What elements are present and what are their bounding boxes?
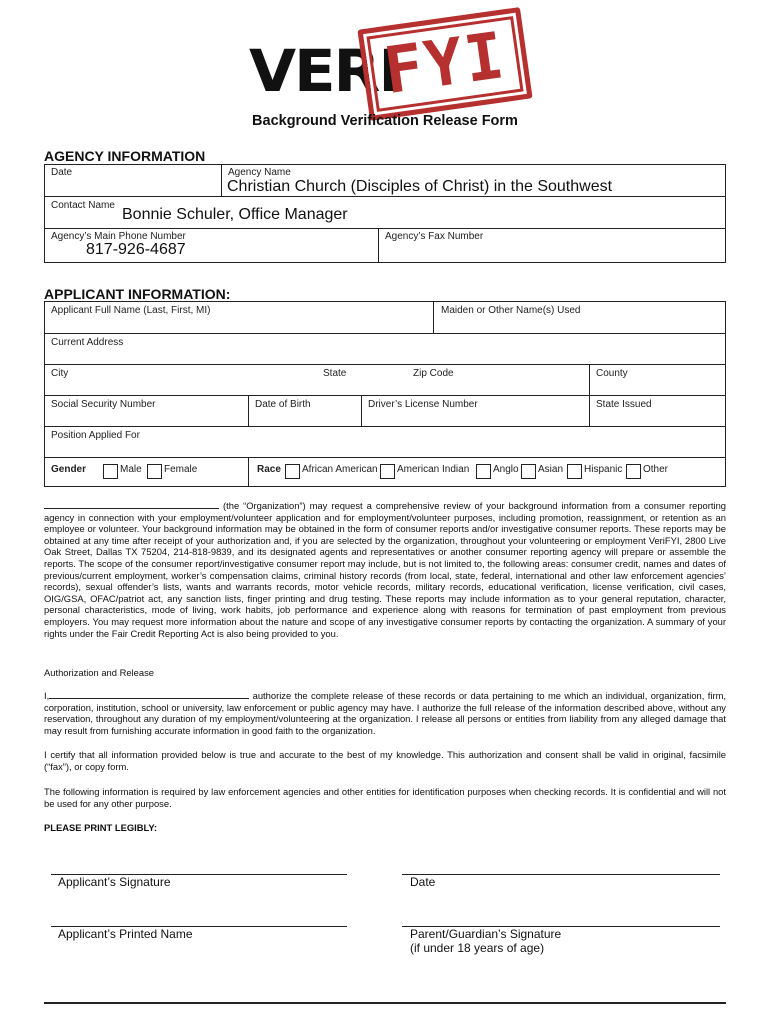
phone-label: Agency’s Main Phone Number	[51, 231, 186, 242]
contact-name-value: Bonnie Schuler, Office Manager	[122, 206, 348, 223]
gender-label: Gender	[51, 464, 87, 475]
full-name-field[interactable]	[45, 302, 433, 333]
full-name-label: Applicant Full Name (Last, First, MI)	[51, 305, 211, 316]
authorization-heading: Authorization and Release	[44, 667, 154, 678]
race-asian-checkbox[interactable]	[521, 464, 536, 479]
applicant-name-blank[interactable]	[49, 698, 249, 699]
date-label: Date	[51, 167, 73, 178]
agency-name-label: Agency Name	[228, 167, 291, 178]
agency-row-1	[45, 165, 725, 197]
applicant-grid	[44, 301, 726, 487]
guardian-signature-text: Parent/Guardian’s Signature	[410, 927, 562, 941]
zip-code-label: Zip Code	[413, 368, 454, 379]
organization-name-blank[interactable]	[44, 508, 219, 509]
applicant-section-heading: APPLICANT INFORMATION:	[44, 286, 231, 302]
fax-field[interactable]	[378, 229, 725, 262]
agency-name-field[interactable]	[221, 165, 725, 196]
applicant-signature-label: Applicant’s Signature	[58, 875, 171, 889]
maiden-name-label: Maiden or Other Name(s) Used	[441, 305, 581, 316]
race-other-checkbox[interactable]	[626, 464, 641, 479]
race-hispanic-label: Hispanic	[584, 464, 623, 475]
guardian-signature-label	[410, 927, 561, 955]
phone-value: 817-926-4687	[86, 241, 186, 258]
date-signature-line[interactable]	[402, 874, 720, 875]
fax-label: Agency’s Fax Number	[385, 231, 484, 242]
gender-male-label: Male	[120, 464, 142, 475]
consent-paragraph	[44, 500, 726, 639]
logo-veri-text: VERI	[249, 37, 399, 105]
race-field	[248, 458, 725, 486]
county-label: County	[596, 368, 628, 379]
gender-field	[45, 458, 248, 486]
bottom-divider	[44, 1002, 726, 1004]
printed-name-label: Applicant’s Printed Name	[58, 927, 193, 941]
agency-name-value: Christian Church (Disciples of Christ) in the Southwest	[227, 178, 613, 195]
agency-grid	[44, 164, 726, 263]
ssn-label: Social Security Number	[51, 399, 156, 410]
phone-field[interactable]	[45, 229, 378, 262]
agency-section-heading: AGENCY INFORMATION	[44, 148, 206, 164]
dob-field[interactable]	[248, 396, 361, 426]
print-legibly-note: PLEASE PRINT LEGIBLY:	[44, 822, 158, 833]
state-label: State	[323, 368, 347, 379]
city-label: City	[51, 368, 69, 379]
city-state-zip-field[interactable]	[45, 365, 589, 395]
gender-female-label: Female	[164, 464, 198, 475]
applicant-row-6	[45, 458, 725, 486]
position-applied-label: Position Applied For	[51, 430, 140, 441]
consent-paragraph-text: (the “Organization”) may request a comprehensive review of your background information from a consumer reporting agency in connection with your employment/volunteer application and for employment/volunteer purposes, including promotion, reassignment, or retention as an employee or volunteer. Your background information may be obtained in the form of consumer reports and/or investigative consumer reports. These reports may be obtained at any time after receipt of your authorization and, if you are selected by the organization, throughout your volunteering or employment VeriFYI, 2800 Live Oak Street, Dallas TX 75204, 214-818-9839, and its designated agents and representatives or another consumer reporting agency will prepare or assemble the reports. The scope of the consumer report/investigative consumer report may include, but is not limited to, the following areas: consumer credit, names and dates of previous/current employment, worker’s compensation claims, criminal history records (from local, state, federal, international and other law enforcement agencies’ records), sexual offender’s lists, wants and warrants records, motor vehicle records, military records, educational verification, license verification, civil cases, OIG/GSA, OFAC/patriot act, any sanction lists, finger printing and drug testing. These reports may include information as to your general reputation, character, personal characteristics, mode of living, work habits, job performance and experience along with reasons for termination of past employment from previous employers. You may request more information about the nature and scope of any investigative consumer reports by contacting the organization. A summary of your rights under the Fair Credit Reporting Act is also being provided to you.	[44, 500, 726, 639]
guardian-note-text: (if under 18 years of age)	[410, 941, 545, 955]
authorization-prefix: I,	[44, 690, 50, 701]
authorization-paragraph	[44, 690, 726, 736]
position-applied-field[interactable]	[45, 427, 725, 458]
maiden-name-field[interactable]	[433, 302, 725, 333]
gender-male-checkbox[interactable]	[103, 464, 118, 479]
authorization-text: authorize the complete release of these records or data pertaining to me which an individual, organization, firm, corporation, institution, school or university, law enforcement or public agency may have. I authorize the full release of the information described above, without any reservation, throughout any duration of my employment/volunteering at the organization. I release all persons or entities from liability from any alleged damage that may result from furnishing accurate information in good faith to the organization.	[44, 690, 727, 736]
contact-name-label: Contact Name	[51, 200, 115, 211]
race-other-label: Other	[643, 464, 669, 475]
ssn-field[interactable]	[45, 396, 248, 426]
race-african-american-label: African American	[302, 464, 378, 475]
applicant-row-4	[45, 396, 725, 427]
race-african-american-checkbox[interactable]	[285, 464, 300, 479]
law-enforcement-paragraph: The following information is required by law enforcement agencies and other entities for identification purposes when checking records. It is confidential and will not be used for any other purpose.	[44, 786, 726, 809]
contact-name-field[interactable]	[45, 197, 725, 229]
verifyi-logo	[249, 14, 534, 114]
gender-female-checkbox[interactable]	[147, 464, 162, 479]
race-hispanic-checkbox[interactable]	[567, 464, 582, 479]
race-american-indian-checkbox[interactable]	[380, 464, 395, 479]
applicant-row-3	[45, 365, 725, 396]
applicant-row-1	[45, 302, 725, 334]
agency-row-3	[45, 229, 725, 262]
logo-fyi-text: FYI	[379, 18, 511, 110]
race-asian-label: Asian	[538, 464, 564, 475]
logo-stamp	[357, 7, 532, 121]
race-anglo-checkbox[interactable]	[476, 464, 491, 479]
date-signature-label: Date	[410, 875, 436, 889]
race-american-indian-label: American Indian	[397, 464, 470, 475]
state-issued-field[interactable]	[589, 396, 725, 426]
drivers-license-field[interactable]	[361, 396, 589, 426]
drivers-license-label: Driver’s License Number	[368, 399, 478, 410]
date-field[interactable]	[45, 165, 221, 196]
state-issued-label: State Issued	[596, 399, 652, 410]
dob-label: Date of Birth	[255, 399, 311, 410]
county-field[interactable]	[589, 365, 725, 395]
form-title: Background Verification Release Form	[252, 113, 518, 129]
certify-paragraph: I certify that all information provided below is true and accurate to the best of my knowledge. This authorization and consent shall be valid in original, facsimile (“fax”), or copy form.	[44, 749, 726, 772]
race-label: Race	[257, 464, 281, 475]
current-address-field[interactable]	[45, 334, 725, 365]
race-anglo-label: Anglo	[493, 464, 519, 475]
current-address-label: Current Address	[51, 337, 124, 348]
